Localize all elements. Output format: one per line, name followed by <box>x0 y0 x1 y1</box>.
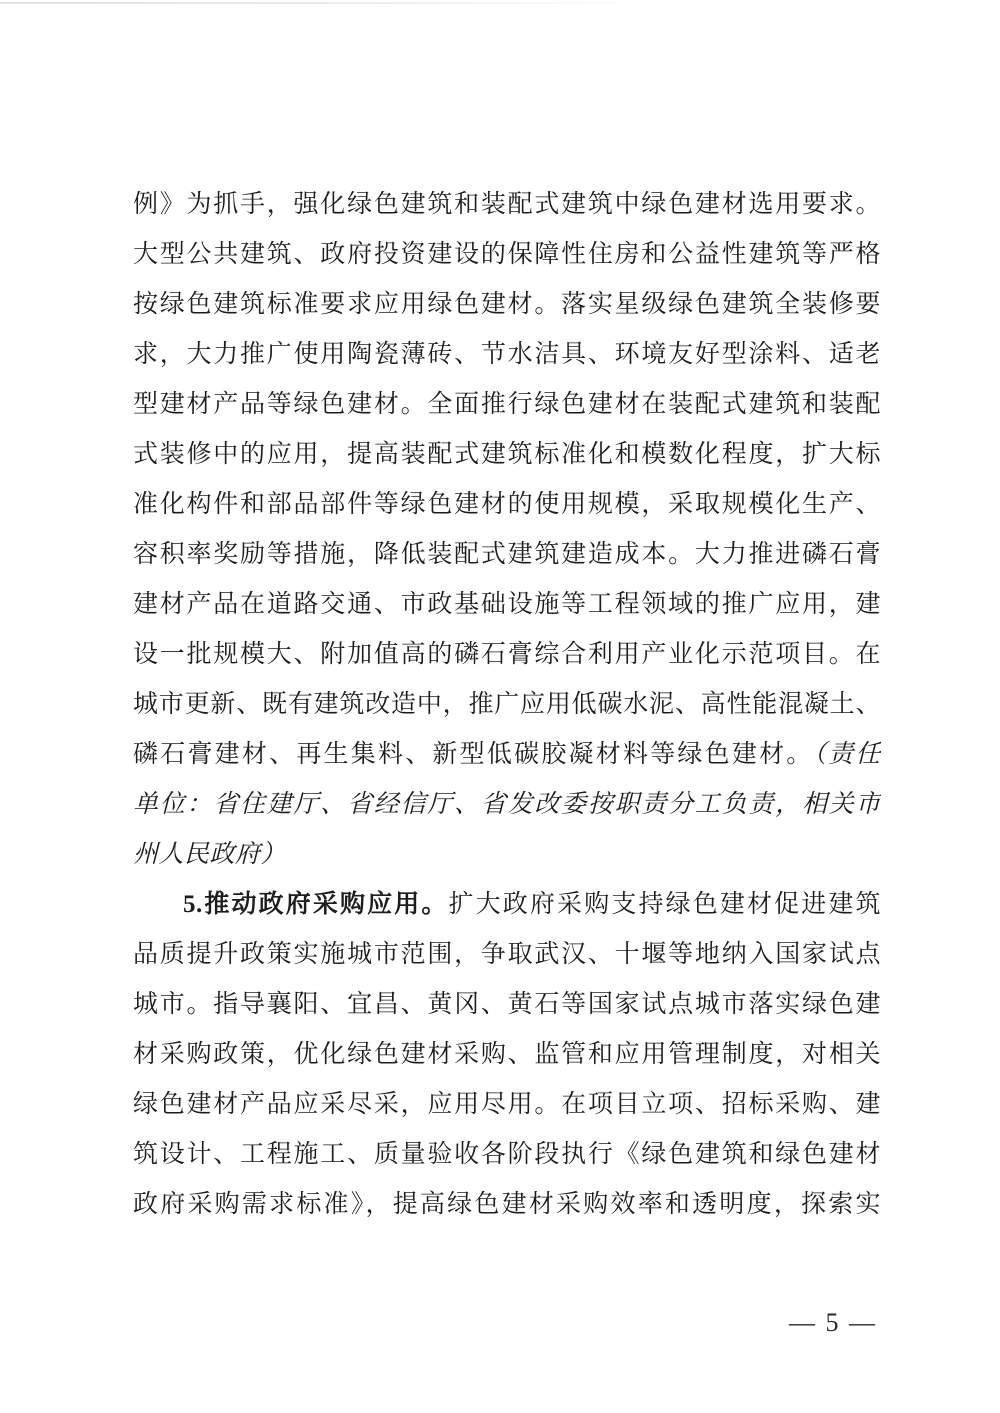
text-segment-normal: 设一批规模大、附加值高的磷石膏综合利用产业化示范项目。在 <box>133 641 881 668</box>
text-segment-kai: 单位：省住建厅、省经信厅、省发改委按职责分工负责，相关市 <box>133 791 881 818</box>
text-segment-normal: 例》为抓手，强化绿色建筑和装配式建筑中绿色建材选用要求。 <box>133 191 881 218</box>
text-line <box>133 780 881 830</box>
text-segment-normal: 品质提升政策实施城市范围，争取武汉、十堰等地纳入国家试点 <box>133 941 881 968</box>
text-segment-normal: 式装修中的应用，提高装配式建筑标准化和模数化程度，扩大标 <box>133 441 881 468</box>
document-body <box>133 180 881 1230</box>
text-line <box>133 1080 881 1130</box>
text-line <box>133 830 881 880</box>
text-segment-normal: 求，大力推广使用陶瓷薄砖、节水洁具、环境友好型涂料、适老 <box>133 341 881 368</box>
text-segment-kai: 州人民政府） <box>133 841 287 868</box>
text-line <box>133 1180 881 1230</box>
text-segment-normal: 城市。指导襄阳、宜昌、黄冈、黄石等国家试点城市落实绿色建 <box>133 991 881 1018</box>
text-line <box>133 630 881 680</box>
text-segment-normal: 绿色建材产品应采尽采，应用尽用。在项目立项、招标采购、建 <box>133 1091 881 1118</box>
text-line <box>133 1030 881 1080</box>
text-line <box>133 380 881 430</box>
text-segment-normal: 大型公共建筑、政府投资建设的保障性住房和公益性建筑等严格 <box>133 241 881 268</box>
text-segment-normal: 按绿色建筑标准要求应用绿色建材。落实星级绿色建筑全装修要 <box>133 291 881 318</box>
text-line <box>133 980 881 1030</box>
text-segment-normal: 筑设计、工程施工、质量验收各阶段执行《绿色建筑和绿色建材 <box>133 1141 881 1168</box>
text-line <box>133 480 881 530</box>
text-line <box>133 930 881 980</box>
text-segment-bold: 5.推动政府采购应用。 <box>183 891 449 918</box>
page-footer <box>789 1306 877 1340</box>
text-segment-normal: 政府采购需求标准》，提高绿色建材采购效率和透明度，探索实 <box>133 1191 881 1218</box>
text-segment-normal: 磷石膏建材、再生集料、新型低碳胶凝材料等绿色建材。 <box>133 741 814 768</box>
text-segment-normal: 城市更新、既有建筑改造中，推广应用低碳水泥、高性能混凝土、 <box>133 691 881 718</box>
text-line <box>133 580 881 630</box>
text-line <box>133 880 881 930</box>
text-line <box>133 1130 881 1180</box>
page-number: — 5 — <box>789 1308 877 1337</box>
text-line <box>133 330 881 380</box>
text-segment-normal: 建材产品在道路交通、市政基础设施等工程领域的推广应用，建 <box>133 591 881 618</box>
text-line <box>133 230 881 280</box>
text-line <box>133 430 881 480</box>
text-line <box>133 680 881 730</box>
text-line <box>133 530 881 580</box>
text-segment-normal: 材采购政策，优化绿色建材采购、监管和应用管理制度，对相关 <box>133 1041 881 1068</box>
text-segment-kai: （责任 <box>813 741 881 768</box>
text-line <box>133 180 881 230</box>
text-segment-normal: 型建材产品等绿色建材。全面推行绿色建材在装配式建筑和装配 <box>133 391 881 418</box>
text-segment-normal: 准化构件和部品部件等绿色建材的使用规模，采取规模化生产、 <box>133 491 881 518</box>
text-line <box>133 730 881 780</box>
scan-artifact-line <box>0 2 650 4</box>
text-line <box>133 280 881 330</box>
text-segment-normal: 容积率奖励等措施，降低装配式建筑建造成本。大力推进磷石膏 <box>133 541 881 568</box>
text-segment-normal: 扩大政府采购支持绿色建材促进建筑 <box>448 891 881 918</box>
